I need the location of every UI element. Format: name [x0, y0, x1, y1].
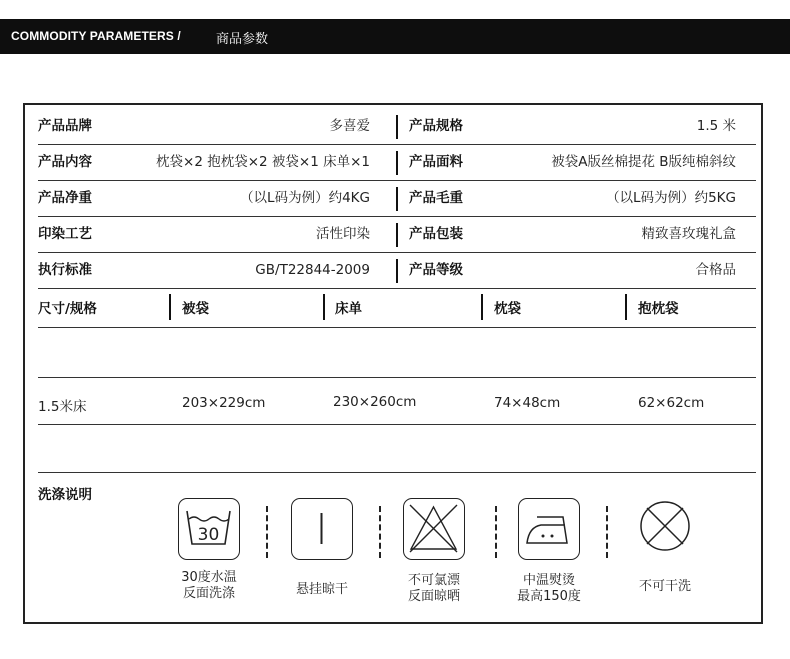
param-value: GB/T22844-2009 — [255, 262, 370, 278]
param-label: 产品内容 — [38, 154, 92, 170]
param-row-weight — [38, 181, 756, 217]
column-divider — [396, 187, 398, 211]
param-label: 产品净重 — [38, 190, 92, 206]
param-value: 合格品 — [695, 262, 736, 278]
size-header-duvet: 被袋 — [182, 301, 209, 317]
table-divider — [38, 424, 756, 425]
care-caption-iron — [499, 573, 599, 605]
table-divider — [38, 377, 756, 378]
size-cell-spec: 1.5米床 — [38, 399, 87, 415]
column-divider — [396, 115, 398, 139]
header-title-cn: 商品参数 — [216, 32, 269, 47]
care-label: 洗涤说明 — [38, 487, 92, 503]
caption-line: 反面洗涤 — [182, 586, 235, 601]
hang-dry-icon — [291, 498, 353, 560]
care-caption-dryclean — [615, 579, 715, 595]
param-label: 产品规格 — [409, 118, 463, 134]
caption-line: 不可氯漂 — [407, 573, 460, 588]
caption-line: 不可干洗 — [638, 579, 691, 594]
header-title-en: COMMODITY PARAMETERS / — [11, 29, 181, 43]
column-divider — [396, 151, 398, 175]
caption-line: 30度水温 — [181, 570, 237, 585]
size-cell-sheet: 230×260cm — [333, 394, 417, 410]
param-value: 1.5 米 — [696, 118, 736, 134]
column-divider — [323, 294, 325, 320]
no-bleach-icon — [403, 498, 465, 560]
param-value: （以L码为例）约4KG — [240, 190, 370, 206]
param-label: 执行标准 — [38, 262, 92, 278]
caption-line: 悬挂晾干 — [295, 582, 348, 597]
param-value: 枕袋×2 抱枕袋×2 被袋×1 床单×1 — [156, 154, 370, 170]
column-divider — [625, 294, 627, 320]
param-value: （以L码为例）约5KG — [606, 190, 736, 206]
param-value: 被袋A版丝棉提花 B版纯棉斜纹 — [551, 154, 736, 170]
size-cell-cushion: 62×62cm — [638, 395, 705, 411]
param-label: 产品毛重 — [409, 190, 463, 206]
care-caption-hang — [272, 582, 372, 598]
param-row-brand — [38, 109, 756, 145]
param-label: 产品包装 — [409, 226, 463, 242]
param-row-standard — [38, 253, 756, 289]
param-label: 产品等级 — [409, 262, 463, 278]
caption-line: 最高150度 — [517, 589, 581, 604]
care-caption-wash — [159, 570, 259, 602]
care-caption-bleach — [384, 573, 484, 605]
param-value: 精致喜玫瑰礼盒 — [641, 226, 736, 242]
column-divider — [396, 223, 398, 247]
column-divider — [169, 294, 171, 320]
dashed-divider — [379, 506, 381, 558]
column-divider — [396, 259, 398, 283]
no-dry-clean-icon — [634, 498, 696, 560]
size-header-pillowcase: 枕袋 — [494, 301, 521, 317]
param-value: 多喜爱 — [329, 118, 370, 134]
dashed-divider — [606, 506, 608, 558]
size-header-sheet: 床单 — [335, 301, 362, 317]
size-cell-pillowcase: 74×48cm — [494, 395, 561, 411]
param-row-printing — [38, 217, 756, 253]
param-value: 活性印染 — [316, 226, 370, 242]
caption-line: 中温熨烫 — [522, 573, 575, 588]
dashed-divider — [266, 506, 268, 558]
param-row-content — [38, 145, 756, 181]
wash-30-icon — [178, 498, 240, 560]
size-table-header — [38, 290, 756, 328]
parameters-panel — [23, 103, 763, 624]
caption-line: 反面晾晒 — [407, 589, 460, 604]
size-cell-duvet: 203×229cm — [182, 395, 266, 411]
param-label: 印染工艺 — [38, 226, 92, 242]
size-header-cushion: 抱枕袋 — [638, 301, 679, 317]
table-divider — [38, 472, 756, 473]
size-header-spec: 尺寸/规格 — [38, 301, 97, 317]
wash-temperature: 30 — [197, 525, 220, 545]
iron-medium-icon — [518, 498, 580, 560]
dashed-divider — [495, 506, 497, 558]
param-label: 产品面料 — [409, 154, 463, 170]
column-divider — [481, 294, 483, 320]
section-header-bar — [0, 19, 790, 54]
param-label: 产品品牌 — [38, 118, 92, 134]
